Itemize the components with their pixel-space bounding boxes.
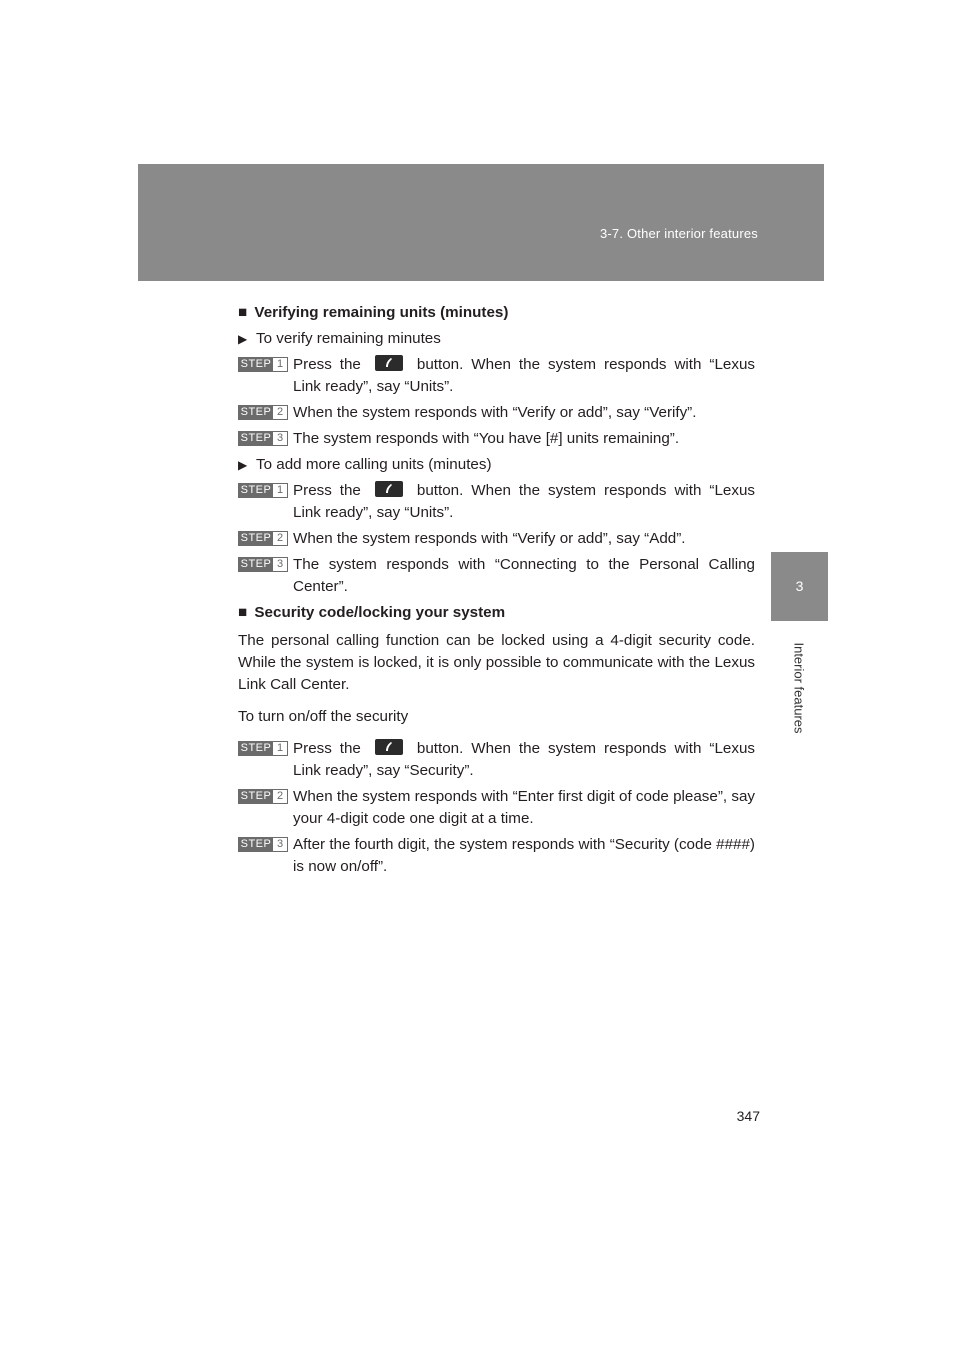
step-badge-number: 1 (273, 358, 287, 371)
bullet-text: To add more calling units (minutes) (256, 456, 492, 473)
step-badge (238, 531, 288, 546)
step-badge-number: 3 (273, 838, 287, 851)
chapter-sidebar (771, 621, 828, 756)
bullet-text: To verify remaining minutes (256, 330, 441, 347)
step-badge-number: 2 (273, 406, 287, 419)
step-badge-number: 1 (273, 484, 287, 497)
step-text: Press the (293, 356, 361, 373)
step-text: Press the (293, 482, 361, 499)
step-badge-label: STEP (240, 838, 272, 850)
section-heading-security (238, 602, 755, 624)
section-heading-text: Security code/locking your system (254, 604, 506, 621)
step-text: button. When the system responds with “Lexus Link ready”, say “Security”. (293, 740, 755, 779)
step-row (238, 528, 755, 550)
step-badge-number: 2 (273, 790, 287, 803)
intro-text: To turn on/off the security (238, 708, 409, 725)
phone-button-icon (375, 355, 403, 371)
bullet-item (238, 328, 755, 350)
chapter-title: Interior features (791, 642, 807, 734)
step-badge (238, 837, 288, 852)
step-row (238, 554, 755, 598)
step-badge (238, 357, 288, 372)
step-row (238, 428, 755, 450)
step-badge-number: 1 (273, 742, 287, 755)
step-text: When the system responds with “Verify or add”, say “Add”. (293, 530, 686, 547)
step-badge-label: STEP (240, 432, 272, 444)
step-badge-label: STEP (240, 558, 272, 570)
page-content (238, 302, 755, 882)
section-heading-verify (238, 302, 755, 324)
step-badge-number: 3 (273, 558, 287, 571)
header-band (138, 164, 824, 281)
step-badge-number: 2 (273, 532, 287, 545)
step-text: When the system responds with “Enter first digit of code please”, say your 4-digit code one digit at a time. (293, 788, 755, 827)
step-badge-label: STEP (240, 532, 272, 544)
step-row (238, 834, 755, 878)
section-heading-text: Verifying remaining units (minutes) (254, 304, 509, 321)
step-badge (238, 405, 288, 420)
step-badge-label: STEP (240, 790, 272, 802)
step-text: The system responds with “You have [#] units remaining”. (293, 430, 680, 447)
phone-button-icon (375, 481, 403, 497)
step-badge-label: STEP (240, 742, 272, 754)
bullet-item (238, 454, 755, 476)
step-text: button. When the system responds with “Lexus Link ready”, say “Units”. (293, 482, 755, 521)
triangle-bullet-icon: ▶ (238, 458, 248, 472)
step-badge (238, 483, 288, 498)
step-text: After the fourth digit, the system responds with “Security (code ####) is now on/off”. (293, 836, 755, 875)
step-row (238, 354, 755, 398)
phone-button-icon (375, 739, 403, 755)
chapter-number: 3 (795, 578, 804, 594)
step-badge-label: STEP (240, 484, 272, 496)
step-badge (238, 557, 288, 572)
step-row (238, 738, 755, 782)
step-badge-label: STEP (240, 358, 272, 370)
section-title: 3-7. Other interior features (599, 226, 758, 241)
chapter-tab (771, 552, 828, 621)
square-marker-icon: ■ (238, 304, 248, 321)
step-row (238, 480, 755, 524)
square-marker-icon: ■ (238, 604, 248, 621)
step-badge (238, 741, 288, 756)
step-text: button. When the system responds with “Lexus Link ready”, say “Units”. (293, 356, 755, 395)
step-badge (238, 789, 288, 804)
step-text: Press the (293, 740, 361, 757)
triangle-bullet-icon: ▶ (238, 332, 248, 346)
step-badge-number: 3 (273, 432, 287, 445)
step-badge (238, 431, 288, 446)
page-number: 347 (736, 1108, 760, 1124)
body-paragraph: The personal calling function can be locked using a 4-digit security code. While the system is locked, it is only possible to communicate with the Lexus Link Call Center. (238, 632, 755, 693)
step-text: The system responds with “Connecting to the Personal Calling Center”. (293, 556, 755, 595)
step-badge-label: STEP (240, 406, 272, 418)
step-row (238, 786, 755, 830)
step-row (238, 402, 755, 424)
step-text: When the system responds with “Verify or add”, say “Verify”. (293, 404, 697, 421)
